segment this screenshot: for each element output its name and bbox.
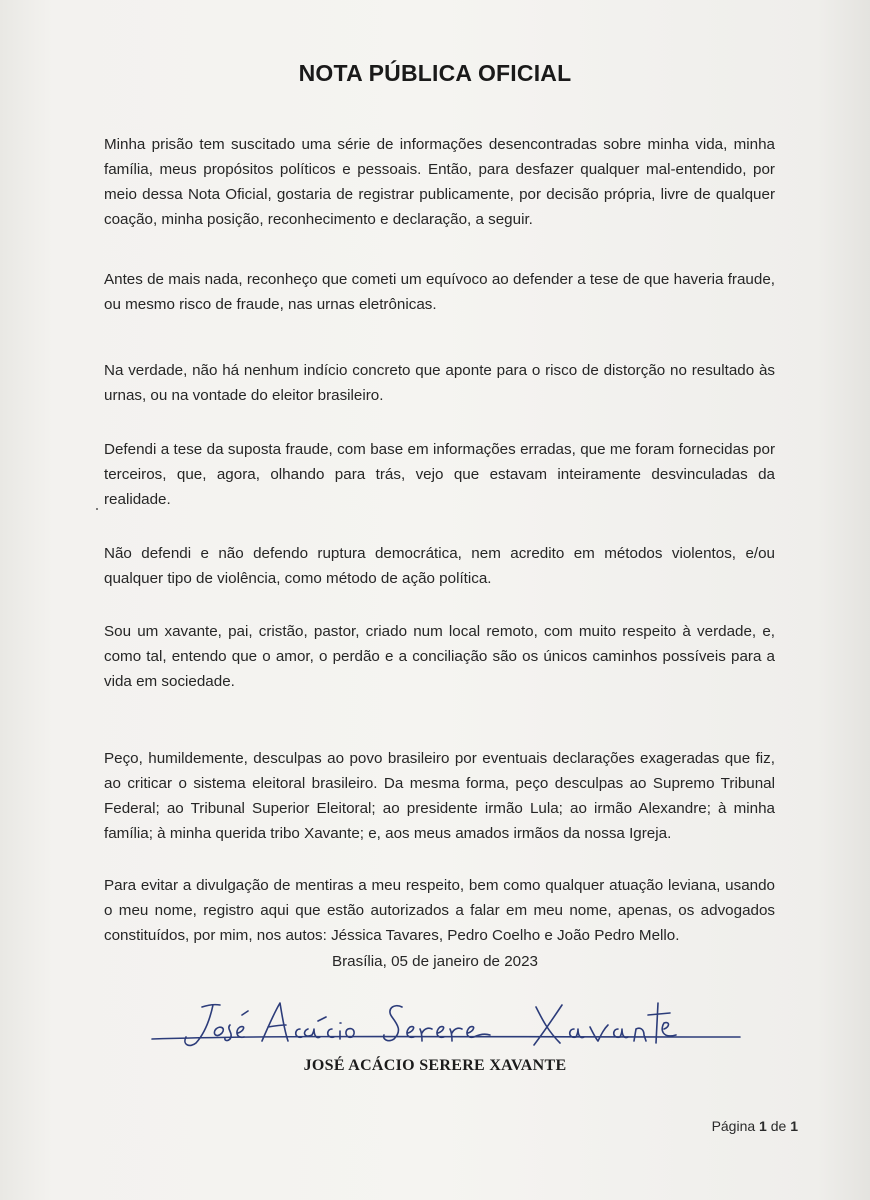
paragraph-2: Antes de mais nada, reconheço que cometi um equívoco ao defender a tese de que haveria fraude, ou mesmo risco de fraude, nas urnas eletrônicas. [104,271,775,313]
paragraph-7: Peço, humildemente, desculpas ao povo brasileiro por eventuais declarações exageradas que fiz, ao criticar o sistema eleitoral brasileiro. Da mesma forma, peço desculpas ao Supremo Tribunal Federal; ao Tribunal Superior Eleitoral; ao presidente irmão Lula; ao irmão Alexandre; à minha família; à minha querida tribo Xavante; e, aos meus amados irmãos da nossa Igreja. [104,750,775,842]
paragraph-8: Para evitar a divulgação de mentiras a meu respeito, bem como qualquer atuação leviana, usando o meu nome, registro aqui que estão autorizados a falar em meu nome, apenas, os advogados constituídos, por mim, nos autos: Jéssica Tavares, Pedro Coelho e João Pedro Mello. [104,877,775,944]
handwritten-signature [150,985,750,1055]
document-title: NOTA PÚBLICA OFICIAL [298,60,572,86]
signatory-name: JOSÉ ACÁCIO SERERE XAVANTE [303,1057,567,1074]
page-separator: de [770,1118,787,1134]
paragraph-3: Na verdade, não há nenhum indício concreto que aponte para o risco de distorção no resultado às urnas, ou na vontade do eleitor brasileiro. [104,362,775,404]
paragraph-5: Não defendi e não defendo ruptura democrática, nem acredito em métodos violentos, e/ou qualquer tipo de violência, como método de ação política. [104,545,775,587]
paragraph-6: Sou um xavante, pai, cristão, pastor, criado num local remoto, com muito respeito à verdade, e, como tal, entendo que o amor, o perdão e a conciliação são os únicos caminhos possíveis para a vida em sociedade. [104,623,775,690]
page-total: 1 [790,1118,798,1134]
paragraph-4: Defendi a tese da suposta fraude, com base em informações erradas, que me foram fornecidas por terceiros, que, agora, olhando para trás, vejo que estavam inteiramente desvinculadas da realidade. [104,441,775,508]
page-current: 1 [759,1118,767,1134]
paragraph-1: Minha prisão tem suscitado uma série de informações desencontradas sobre minha vida, minha família, meus propósitos políticos e pessoais. Então, para desfazer qualquer mal-entendido, por meio dessa Nota Oficial, gostaria de registrar publicamente, por decisão própria, livre de qualquer coação, minha posição, reconhecimento e declaração, a seguir. [104,136,775,228]
signature-drawing [150,985,750,1055]
date-line: Brasília, 05 de janeiro de 2023 [331,953,539,970]
page-label: Página [711,1118,756,1134]
page-number [712,1118,798,1134]
ink-dot [96,508,98,510]
